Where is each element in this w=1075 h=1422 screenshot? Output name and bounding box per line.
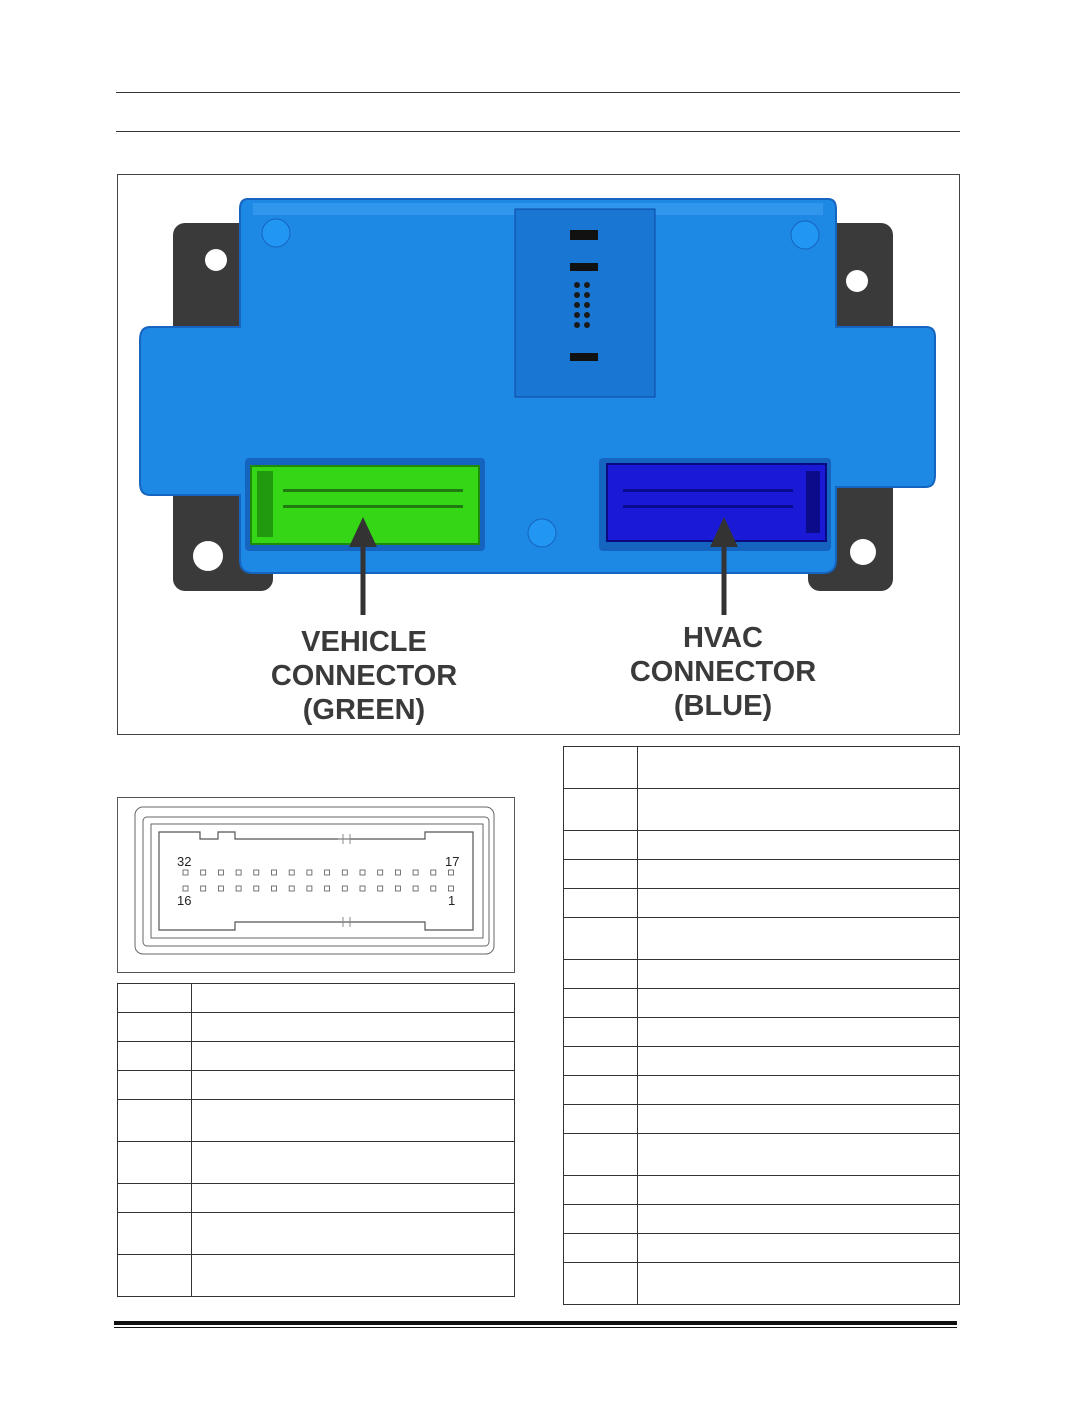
pin-cavity xyxy=(307,886,312,891)
pin-number-cell xyxy=(564,1047,638,1076)
pin-number-cell xyxy=(564,1018,638,1047)
table-row xyxy=(564,1076,960,1105)
pin-number-cell xyxy=(118,1100,192,1142)
body-screw xyxy=(262,219,290,247)
pin-cavity xyxy=(307,870,312,875)
body-screw xyxy=(791,221,819,249)
table-row xyxy=(118,984,515,1013)
hvac-connector-latch xyxy=(806,471,820,533)
pin-function-cell xyxy=(192,1013,515,1042)
table-row xyxy=(564,960,960,989)
hvac-connector-pin-table xyxy=(563,746,960,1305)
pin-function-cell xyxy=(638,1076,960,1105)
pin-grid xyxy=(183,870,454,891)
callout-line: (BLUE) xyxy=(673,690,773,722)
pin-label-17: 17 xyxy=(445,854,460,869)
callout-line: CONNECTOR xyxy=(270,660,458,692)
pin-function-cell xyxy=(638,1234,960,1263)
pin-function-cell xyxy=(192,1213,515,1255)
pin-cavity xyxy=(218,886,223,891)
pin-function-cell xyxy=(192,1255,515,1297)
pin-cavity xyxy=(218,870,223,875)
pin-cavity xyxy=(201,886,206,891)
pin-label-1: 1 xyxy=(448,893,456,908)
pin-number-cell xyxy=(564,1263,638,1305)
pin-number-cell xyxy=(118,1184,192,1213)
pin-number-cell xyxy=(564,1205,638,1234)
table-row xyxy=(564,1205,960,1234)
pin-number-cell xyxy=(564,989,638,1018)
pin-function-cell xyxy=(638,1176,960,1205)
connector-pinout-diagram xyxy=(117,797,515,973)
bracket-hole xyxy=(205,249,227,271)
pin-cavity xyxy=(431,886,436,891)
pin-function-cell xyxy=(638,1018,960,1047)
pin-number-cell xyxy=(564,1134,638,1176)
pin-number-cell xyxy=(118,1042,192,1071)
table-row xyxy=(564,989,960,1018)
pin-number-cell xyxy=(564,918,638,960)
bracket-hole xyxy=(846,270,868,292)
hvac-connector-callout xyxy=(608,621,838,723)
table-row xyxy=(564,889,960,918)
body-screw xyxy=(528,519,556,547)
pin-cavity xyxy=(360,886,365,891)
vehicle-connector-pin-table xyxy=(117,983,515,1297)
pin-number-cell xyxy=(564,1105,638,1134)
pin-function-cell xyxy=(638,860,960,889)
pin-number-cell xyxy=(564,1076,638,1105)
table-row xyxy=(564,831,960,860)
table-row xyxy=(564,747,960,789)
connector-face xyxy=(159,832,473,930)
table-row xyxy=(118,1042,515,1071)
pin-cavity xyxy=(236,886,241,891)
table-row xyxy=(564,1047,960,1076)
pin-function-cell xyxy=(638,789,960,831)
table-row xyxy=(564,918,960,960)
pin-number-cell xyxy=(118,1213,192,1255)
table-row xyxy=(564,1234,960,1263)
pin-cavity xyxy=(395,886,400,891)
header-rule-top xyxy=(116,92,960,93)
hvac-connector xyxy=(607,464,826,541)
recess-pin xyxy=(570,263,598,271)
pin-cavity xyxy=(289,886,294,891)
vehicle-connector-latch xyxy=(257,471,273,537)
callout-line: (GREEN) xyxy=(302,694,426,726)
pin-cavity xyxy=(342,870,347,875)
pin-function-cell xyxy=(192,1100,515,1142)
table-row xyxy=(118,1255,515,1297)
pin-cavity xyxy=(449,886,454,891)
header-rule-bottom xyxy=(116,131,960,132)
table-row xyxy=(118,1184,515,1213)
pin-cavity xyxy=(449,870,454,875)
pin-function-cell xyxy=(638,1263,960,1305)
table-row xyxy=(564,1176,960,1205)
table-row xyxy=(118,1100,515,1142)
pin-number-cell xyxy=(118,1071,192,1100)
vehicle-connector-callout xyxy=(248,625,480,727)
table-row xyxy=(118,1213,515,1255)
pin-function-cell xyxy=(638,747,960,789)
recess-pin xyxy=(570,230,598,240)
pin-function-cell xyxy=(192,1142,515,1184)
module-figure xyxy=(117,174,960,735)
pin-function-cell xyxy=(638,918,960,960)
pin-function-cell xyxy=(192,1042,515,1071)
bracket-hole xyxy=(193,541,223,571)
callout-line: HVAC xyxy=(682,622,764,654)
pin-function-cell xyxy=(638,889,960,918)
pin-number-cell xyxy=(564,889,638,918)
pin-number-cell xyxy=(118,984,192,1013)
pin-cavity xyxy=(183,870,188,875)
pin-cavity xyxy=(325,886,330,891)
table-row xyxy=(118,1013,515,1042)
pin-number-cell xyxy=(564,960,638,989)
pin-function-cell xyxy=(192,1071,515,1100)
pinout-outline xyxy=(118,798,516,974)
pin-function-cell xyxy=(192,984,515,1013)
pin-function-cell xyxy=(638,989,960,1018)
pin-cavity xyxy=(254,886,259,891)
pin-function-cell xyxy=(638,1134,960,1176)
pin-number-cell xyxy=(564,860,638,889)
footer-rule-thin xyxy=(114,1327,957,1328)
pin-cavity xyxy=(272,870,277,875)
table-row xyxy=(564,1105,960,1134)
pin-function-cell xyxy=(638,831,960,860)
pin-number-cell xyxy=(564,789,638,831)
pin-number-cell xyxy=(564,747,638,789)
footer-rule-thick xyxy=(114,1321,957,1325)
outer-shell xyxy=(135,807,494,954)
pin-function-cell xyxy=(638,1047,960,1076)
pin-number-cell xyxy=(118,1013,192,1042)
table-row xyxy=(118,1071,515,1100)
pin-cavity xyxy=(254,870,259,875)
pin-number-cell xyxy=(118,1255,192,1297)
pin-cavity xyxy=(325,870,330,875)
pin-function-cell xyxy=(638,960,960,989)
pin-cavity xyxy=(431,870,436,875)
pin-cavity xyxy=(360,870,365,875)
pin-function-cell xyxy=(638,1205,960,1234)
bracket-hole xyxy=(850,539,876,565)
pin-number-cell xyxy=(118,1142,192,1184)
pin-function-cell xyxy=(638,1105,960,1134)
table-row xyxy=(564,789,960,831)
pin-cavity xyxy=(342,886,347,891)
pin-cavity xyxy=(395,870,400,875)
pin-cavity xyxy=(236,870,241,875)
table-row xyxy=(564,860,960,889)
pin-cavity xyxy=(183,886,188,891)
table-row xyxy=(564,1263,960,1305)
inner-shell xyxy=(143,817,489,946)
pin-cavity xyxy=(413,886,418,891)
table-row xyxy=(564,1134,960,1176)
pin-cavity xyxy=(201,870,206,875)
pin-number-cell xyxy=(564,1234,638,1263)
callout-line: VEHICLE xyxy=(301,626,427,658)
pin-cavity xyxy=(413,870,418,875)
pin-number-cell xyxy=(564,1176,638,1205)
recess-pin xyxy=(570,353,598,361)
callout-line: CONNECTOR xyxy=(629,656,817,688)
pin-number-cell xyxy=(564,831,638,860)
pin-function-cell xyxy=(192,1184,515,1213)
pin-cavity xyxy=(289,870,294,875)
pin-label-16: 16 xyxy=(177,893,192,908)
pin-cavity xyxy=(272,886,277,891)
pin-cavity xyxy=(378,870,383,875)
table-row xyxy=(118,1142,515,1184)
pin-label-32: 32 xyxy=(177,854,192,869)
pin-cavity xyxy=(378,886,383,891)
table-row xyxy=(564,1018,960,1047)
